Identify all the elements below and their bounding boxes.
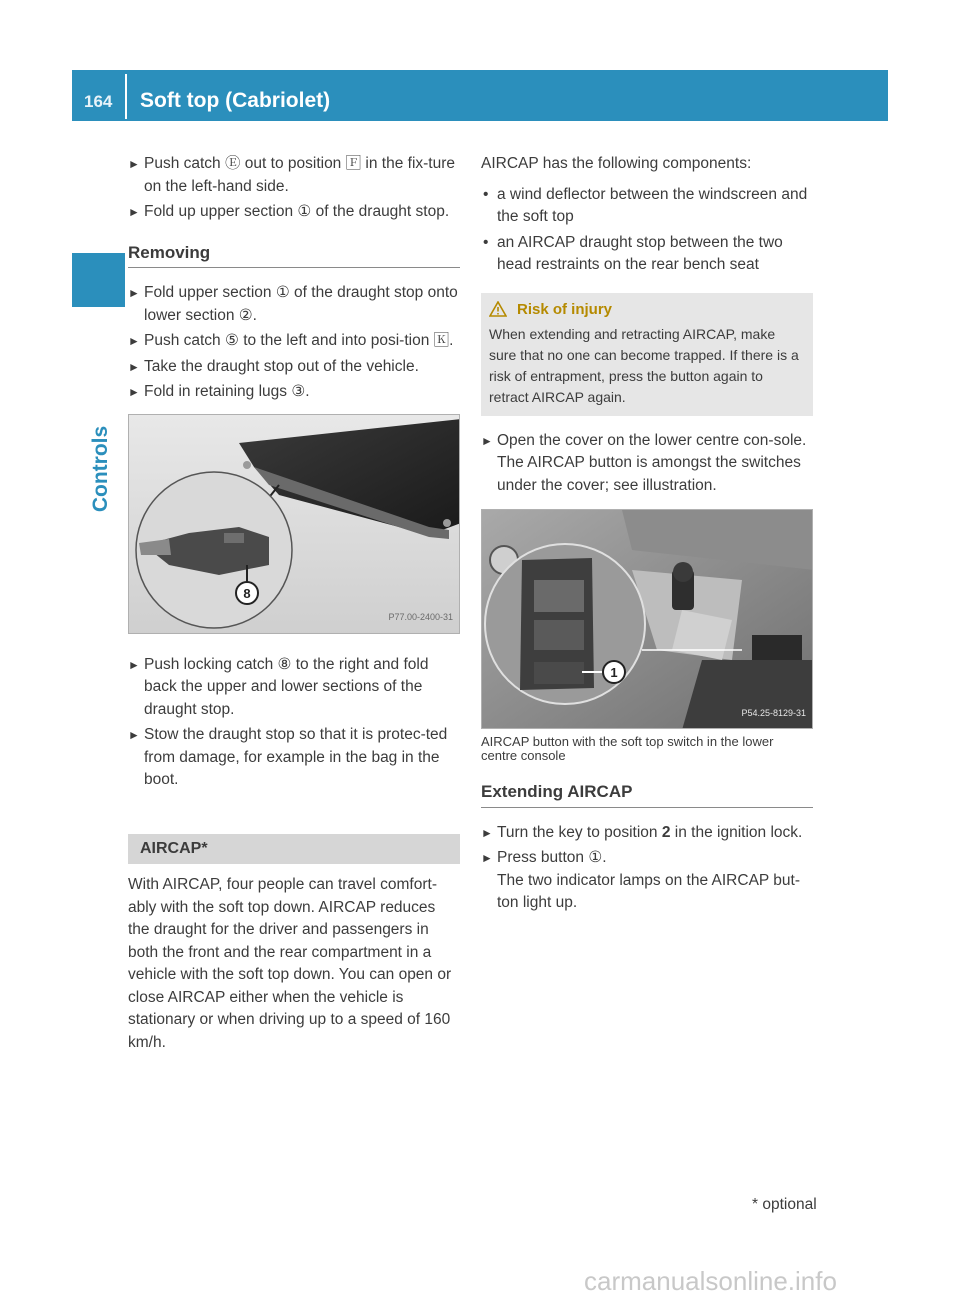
svg-text:1: 1 xyxy=(610,665,618,680)
side-tab-marker xyxy=(72,253,125,307)
arrow-icon: ► xyxy=(128,286,140,300)
draught-stop-photo xyxy=(128,414,460,634)
watermark: carmanualsonline.info xyxy=(584,1266,837,1296)
instruction-step: ► Fold in retaining lugs ③. xyxy=(128,381,460,404)
arrow-icon: ► xyxy=(128,385,140,399)
warning-box xyxy=(481,293,813,416)
arrow-icon: ► xyxy=(481,433,493,448)
instruction-step: ► Stow the draught stop so that it is protec-ted from damage, for example in the bag in the boot. xyxy=(128,726,448,788)
instruction-step: ► Push catch ⑤ to the left and into posi-tion 🄺. xyxy=(128,330,460,353)
arrow-icon: ► xyxy=(128,657,140,672)
arrow-icon: ► xyxy=(128,157,140,171)
footer-note: * optional xyxy=(752,1196,817,1213)
arrow-icon: ► xyxy=(128,205,140,219)
components-intro: AIRCAP has the following components: xyxy=(481,155,752,172)
draught-stop-illustration xyxy=(129,415,460,634)
console-photo xyxy=(481,509,813,729)
section-heading-aircap: AIRCAP* xyxy=(128,834,460,865)
section-heading-extending: Extending AIRCAP xyxy=(481,781,813,808)
side-tab-label: Controls xyxy=(89,425,112,513)
arrow-icon: ► xyxy=(128,334,140,348)
photo-caption: AIRCAP button with the soft top switch in the lower centre console xyxy=(481,734,774,763)
instruction-step: ► Turn the key to position 2 in the ignition lock. xyxy=(481,822,813,845)
list-item: • a wind deflector between the windscreen and the soft top xyxy=(483,185,808,225)
step-detail: The two indicator lamps on the AIRCAP but-ton light up. xyxy=(497,871,800,911)
instruction-step: ► Take the draught stop out of the vehicle. xyxy=(128,356,460,379)
bullet-icon: • xyxy=(483,185,489,203)
warning-text: When extending and retracting AIRCAP, make sure that no one can become trapped. If there is a risk of entrapment, press the button again to retract AIRCAP again. xyxy=(489,325,799,405)
instruction-step: ► Open the cover on the lower centre con-sole. The AIRCAP button is amongst the switches under the cover; see illustration. xyxy=(481,431,807,494)
step-detail: The AIRCAP button is amongst the switches under the cover; see illustration. xyxy=(497,454,801,494)
aircap-description: With AIRCAP, four people can travel comfort-ably with the soft top down. AIRCAP reduces the draught for the driver and passengers in both the front and the rear compartment in a vehicle with the soft top down. You can open or close AIRCAP either when the vehicle is stationary or when driving up to a speed of 160 km/h. xyxy=(128,876,452,1051)
instruction-step: ► Fold up upper section ① of the draught stop. xyxy=(128,201,460,224)
right-column xyxy=(481,153,813,918)
arrow-icon: ► xyxy=(481,851,493,865)
section-heading-removing: Removing xyxy=(128,242,460,269)
arrow-icon: ► xyxy=(481,825,493,840)
list-item: • an AIRCAP draught stop between the two head restraints on the rear bench seat xyxy=(483,233,783,273)
instruction-step: ► Push catch Ⓔ out to position 🄵 in the fix-ture on the left-hand side. xyxy=(128,155,456,195)
left-column xyxy=(128,153,460,1054)
instruction-step: ► Push locking catch ⑧ to the right and fold back the upper and lower sections of the draught stop. xyxy=(128,655,429,718)
header-divider xyxy=(125,74,127,119)
page-number: 164 xyxy=(84,92,113,111)
instruction-step: ► Press button ①. The two indicator lamps on the AIRCAP but-ton light up. xyxy=(481,849,800,911)
instruction-step: ► Fold upper section ① of the draught stop onto lower section ②. xyxy=(128,284,458,324)
page-title: Soft top (Cabriolet) xyxy=(140,89,331,112)
bullet-icon: • xyxy=(483,233,489,251)
aircap-console-illustration xyxy=(482,510,813,729)
warning-title: Risk of injury xyxy=(489,299,805,320)
arrow-icon: ► xyxy=(128,359,140,374)
photo-code: P77.00-2400-31 xyxy=(388,612,453,622)
warning-triangle-icon xyxy=(489,301,507,317)
svg-text:8: 8 xyxy=(243,585,251,601)
photo-code: P54.25-8129-31 xyxy=(741,707,806,718)
arrow-icon: ► xyxy=(128,728,140,742)
